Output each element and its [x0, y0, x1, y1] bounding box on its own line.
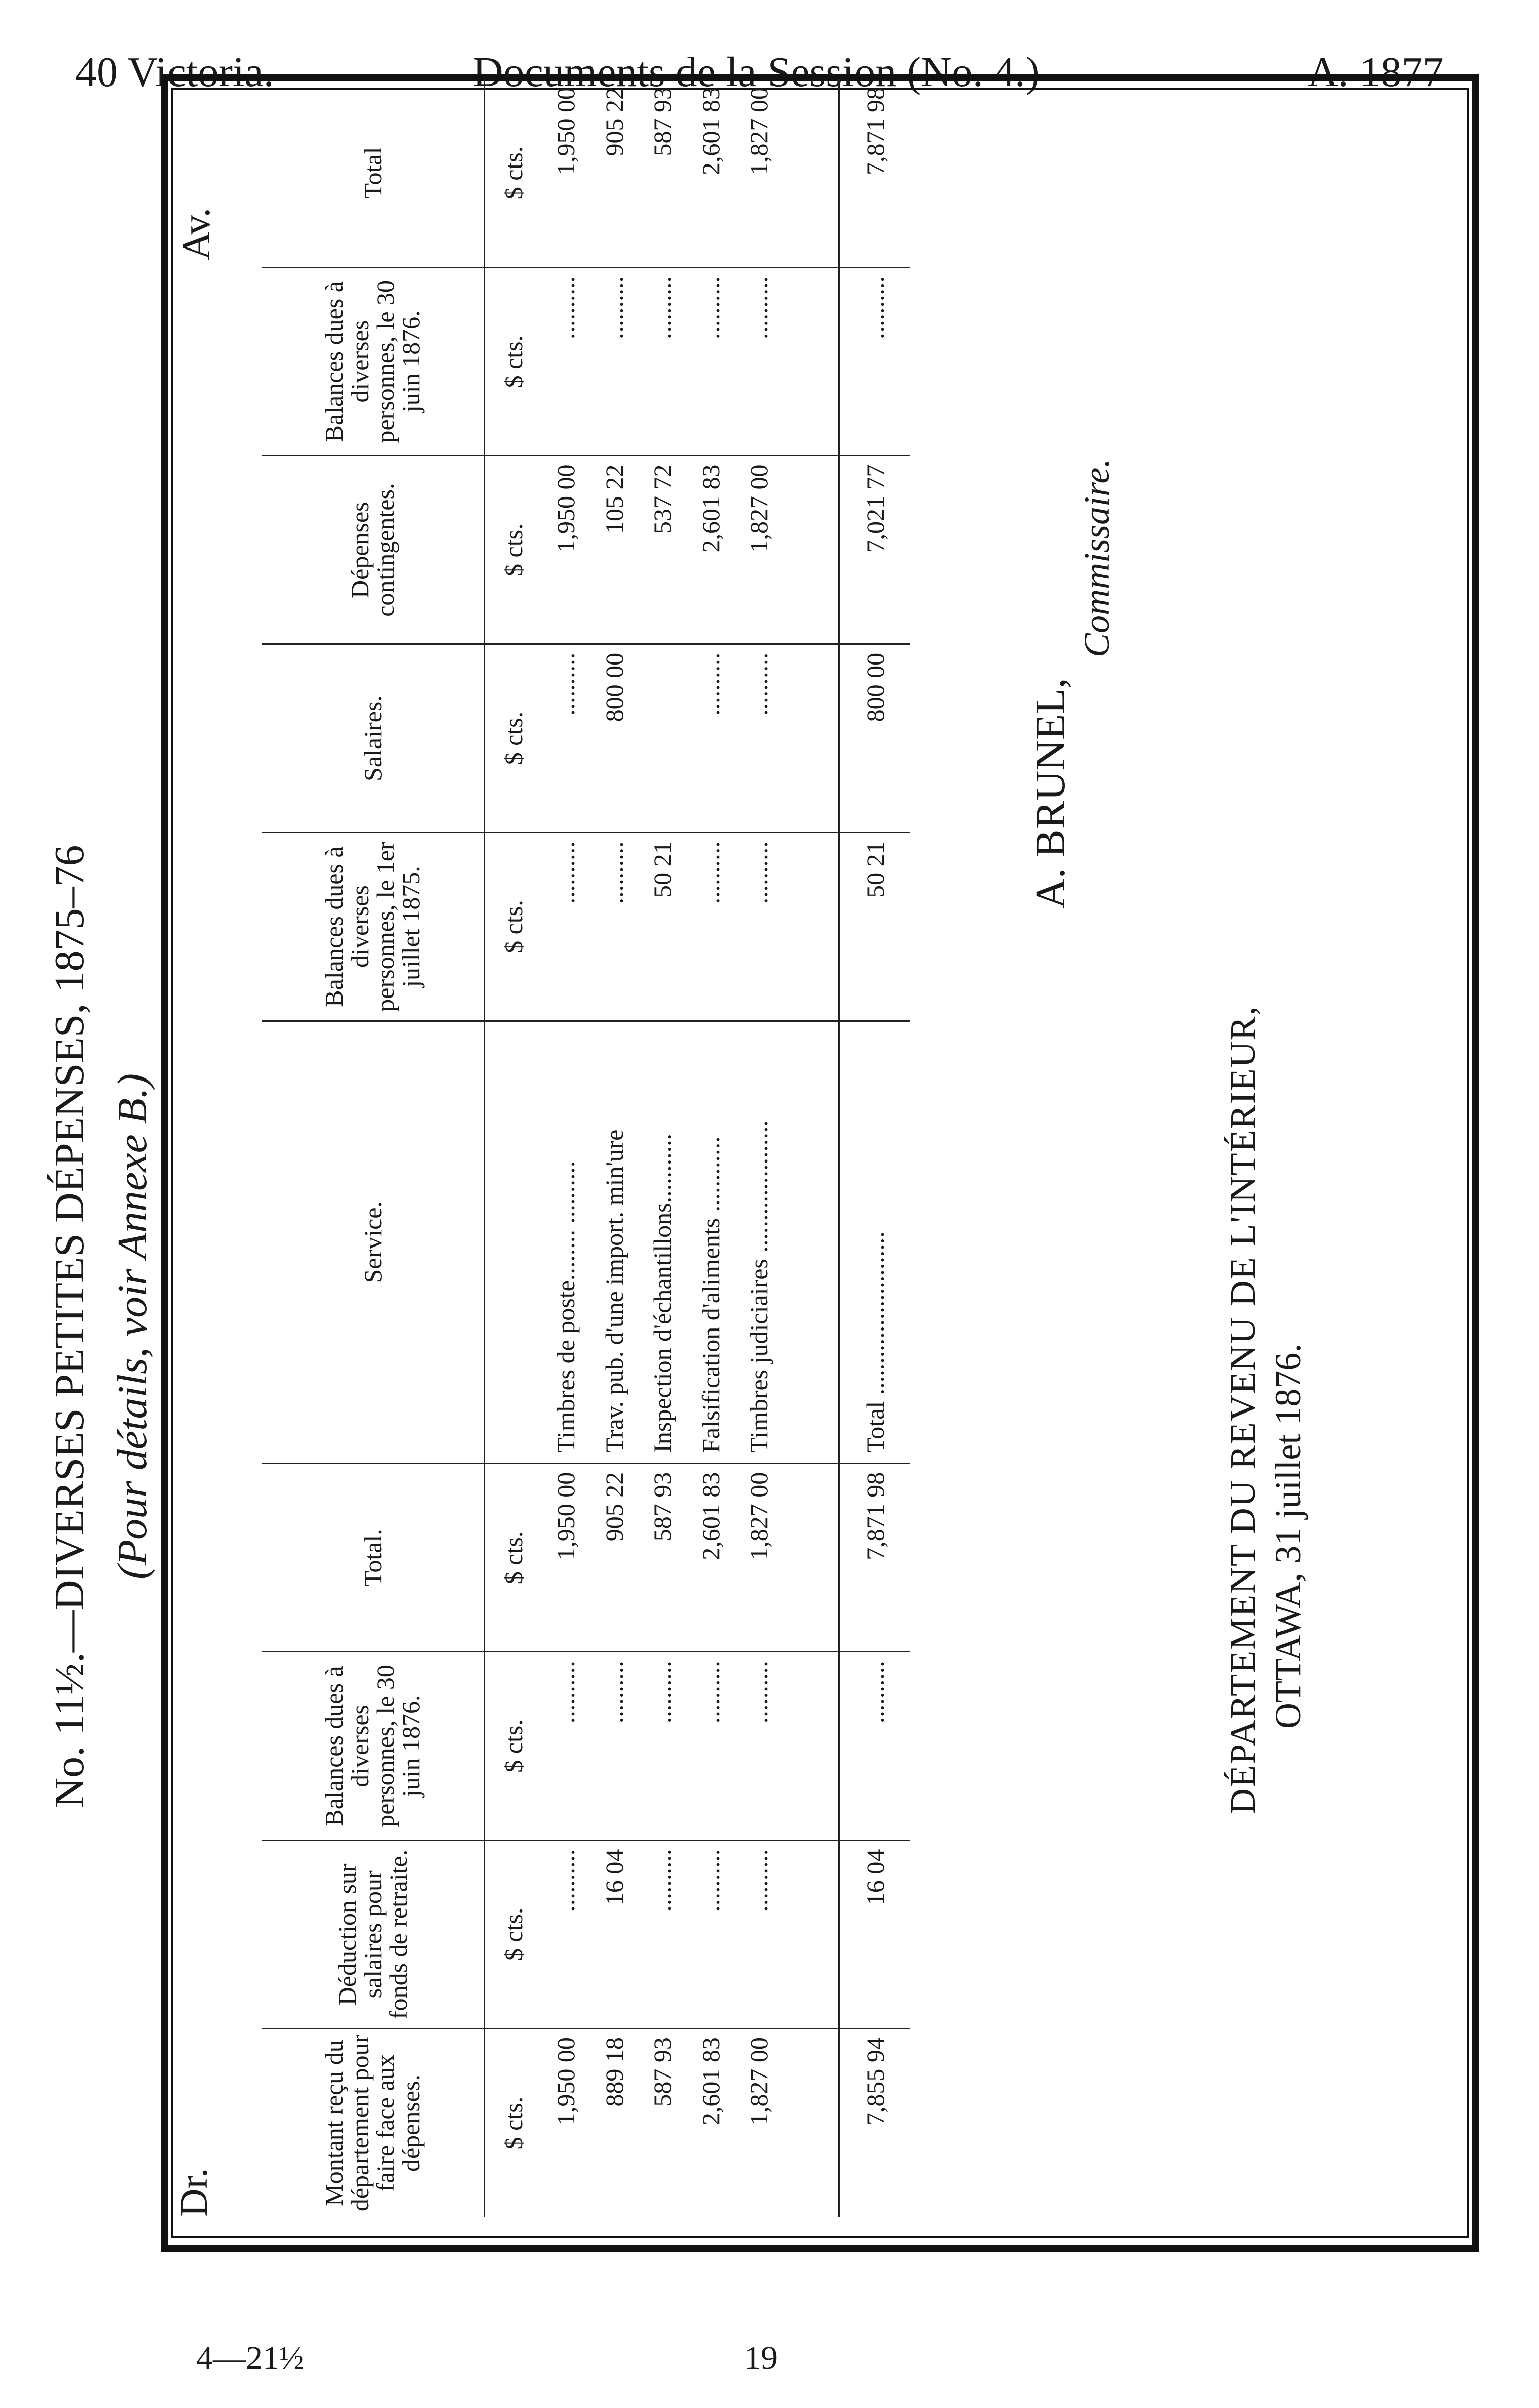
service-cell: Falsification d'aliments ............ [687, 1021, 735, 1463]
total-cell: .......... [839, 1652, 911, 1840]
table-cell: 905 22 [600, 87, 628, 156]
service-cell: Timbres de poste........ .......... [542, 1021, 590, 1463]
table-row [638, 79, 687, 2217]
table-cell [638, 644, 687, 832]
total-cell: 7,021 77 [839, 456, 911, 644]
table-cell: 587 93 [638, 1463, 687, 1651]
statement-subtitle: (Pour détails, voir Annexe B.) [109, 1073, 156, 1580]
table-cell: .......... [735, 268, 783, 456]
table-cell: .......... [735, 1840, 783, 2028]
department-line: DÉPARTEMENT DU REVENU DE L'INTÉRIEUR, [1223, 1005, 1263, 1814]
column-header: Salaires. [262, 644, 485, 832]
table-cell: 105 22 [590, 456, 638, 644]
unit-cell: $ cts. [485, 1463, 542, 1651]
table-cell: .......... [638, 1652, 687, 1840]
table-cell: .......... [542, 1652, 590, 1840]
column-header: Total. [262, 1463, 485, 1651]
table-cell: 1,950 00 [542, 2029, 590, 2217]
total-cell: 7,855 94 [839, 2029, 911, 2217]
total-cell: 16 04 [839, 1840, 911, 2028]
column-header: Déduction sur salaires pour fonds de retraite. [262, 1840, 485, 2028]
table-cell: .......... [735, 833, 783, 1021]
table-cell: 587 93 [638, 2029, 687, 2217]
header-title: Documents de la Session (No. 4.) [473, 49, 1040, 96]
credit-label: Av. [174, 208, 218, 260]
total-label: Total .......................... [839, 1021, 911, 1463]
debit-label: Dr. [172, 2168, 215, 2217]
table-cell: .......... [590, 833, 638, 1021]
unit-cell: $ cts. [485, 644, 542, 832]
header-left: 40 Victoria. [75, 49, 274, 96]
table-cell: .......... [735, 1652, 783, 1840]
table-cell: 1,827 00 [735, 1463, 783, 1651]
table-cell: 800 00 [590, 644, 638, 832]
unit-row [485, 79, 542, 2217]
column-header: Montant reçu du département pour faire face aux dépenses. [262, 2029, 485, 2217]
unit-cell: $ cts. [485, 833, 542, 1021]
table-cell: 2,601 83 [697, 87, 725, 175]
table-cell: 2,601 83 [687, 2029, 735, 2217]
page-number: 19 [744, 2340, 778, 2376]
table-cell: .......... [590, 268, 638, 456]
table-row [590, 79, 638, 2217]
total-cell: 800 00 [839, 644, 911, 832]
table-cell: .......... [542, 644, 590, 832]
total-cell: 7,871 98 [839, 1463, 911, 1651]
column-header: Balances dues à diverses personnes, le 1er juillet 1875. [262, 833, 485, 1021]
table-cell: 905 22 [590, 1463, 638, 1651]
unit-cell: $ cts. [485, 1840, 542, 2028]
column-header: Dépenses contingentes. [262, 456, 485, 644]
total-row [839, 79, 911, 2217]
table-cell: .......... [687, 268, 735, 456]
table-cell: .......... [590, 1652, 638, 1840]
header-right: A. 1877 [1308, 49, 1444, 96]
column-header: Service. [262, 1021, 485, 1463]
statement-title: No. 11½.—DIVERSES PETITES DÉPENSES, 1875–76 [46, 845, 93, 1808]
table-cell: .......... [687, 644, 735, 832]
signature-name: A. BRUNEL, [1027, 678, 1074, 909]
table-cell: .......... [687, 1652, 735, 1840]
unit-cell: $ cts. [485, 456, 542, 644]
service-cell: Timbres judiciaires ..................... [735, 1021, 783, 1463]
table-row [735, 79, 783, 2217]
table-row [687, 79, 735, 2217]
table-cell: 1,827 00 [745, 87, 773, 175]
unit-cell: $ cts. [485, 2029, 542, 2217]
total-cell: 50 21 [839, 833, 911, 1021]
footer-signature-mark: 4—21½ [196, 2340, 304, 2376]
table-cell: 2,601 83 [687, 1463, 735, 1651]
table-row [542, 79, 590, 2217]
expense-table [262, 79, 910, 2217]
table-cell: .......... [687, 1840, 735, 2028]
table-cell: 2,601 83 [687, 456, 735, 644]
table-cell: 50 21 [638, 833, 687, 1021]
table-cell: 537 72 [638, 456, 687, 644]
unit-cell [485, 1021, 542, 1463]
signature-role: Commissaire. [1077, 458, 1117, 657]
table-cell: .......... [542, 1840, 590, 2028]
table-cell: 587 93 [648, 87, 676, 156]
unit-cell: $ cts. [485, 268, 542, 456]
unit-cell: $ cts. [485, 1652, 542, 1840]
column-header: Balances dues à diverses personnes, le 30 juin 1876. [262, 268, 485, 456]
table-cell: 16 04 [590, 1840, 638, 2028]
table-cell: .......... [638, 1840, 687, 2028]
unit-cell: $ cts. [499, 146, 528, 200]
table-cell: .......... [542, 833, 590, 1021]
table-cell: .......... [687, 833, 735, 1021]
header-row [262, 79, 485, 2217]
table-cell: 889 18 [590, 2029, 638, 2217]
column-header: Balances dues à diverses personnes, le 30 juin 1876. [262, 1652, 485, 1840]
total-cell: 7,871 98 [839, 79, 911, 268]
table-cell: 1,950 00 [552, 87, 580, 175]
total-cell: .......... [839, 268, 911, 456]
place-date-line: OTTAWA, 31 juillet 1876. [1268, 1343, 1308, 1729]
table-cell: 1,950 00 [542, 1463, 590, 1651]
table-cell: 1,950 00 [542, 456, 590, 644]
column-header: Total [262, 79, 485, 268]
service-cell: Trav. pub. d'une import. min'ure [590, 1021, 638, 1463]
table-cell: .......... [638, 268, 687, 456]
service-cell: Inspection d'échantillons........... [638, 1021, 687, 1463]
table-cell: .......... [735, 644, 783, 832]
table-cell: 1,827 00 [735, 456, 783, 644]
spacer-row [783, 79, 839, 2217]
table-cell: 1,827 00 [735, 2029, 783, 2217]
table-cell: .......... [542, 268, 590, 456]
